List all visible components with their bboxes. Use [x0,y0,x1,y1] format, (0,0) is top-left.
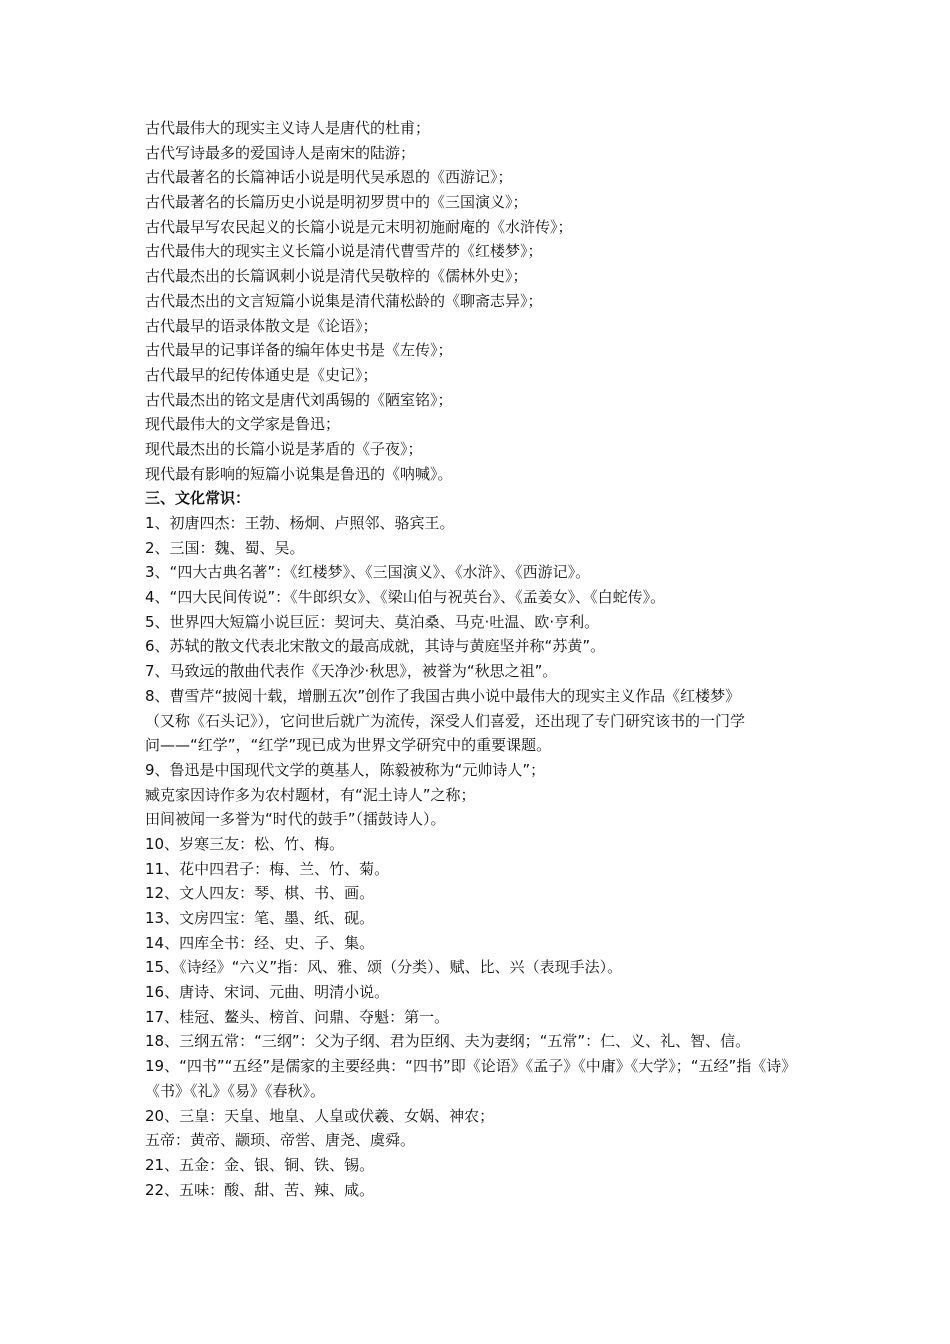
list-item: 16、唐诗、宋词、元曲、明清小说。 [145,983,390,1002]
list-item: 13、文房四宝：笔、墨、纸、砚。 [145,909,375,927]
list-item: 6、苏轼的散文代表北宋散文的最高成就，其诗与黄庭坚并称“苏黄”。 [145,637,606,656]
list-item: 22、五味：酸、甜、苦、辣、咸。 [145,1180,375,1199]
list-item: 17、桂冠、鳌头、榜首、问鼎、夺魁：第一。 [145,1007,450,1026]
text-line: 古代最伟大的现实主义诗人是唐代的杜甫； [145,119,431,137]
list-item: 7、马致远的散曲代表作《天净沙·秋思》，被誉为“秋思之祖”。 [145,662,558,681]
text-line: 现代最伟大的文学家是鲁迅； [145,415,341,434]
list-item: 18、三纲五常：“三纲”：父为子纲、君为臣纲、夫为妻纲；“五常”：仁、义、礼、智、信。 [145,1032,751,1051]
text-line: 现代最杰出的长篇小说是茅盾的《子夜》； [145,439,423,458]
list-item: 田间被闻一多誉为“时代的鼓手”（擂鼓诗人）。 [145,810,446,829]
text-line: 古代最著名的长篇历史小说是明初罗贯中的《三国演义》； [145,193,528,212]
list-item: 五帝：黄帝、颛顼、帝喾、唐尧、虞舜。 [145,1131,416,1150]
text-line: 古代最早的语录体散文是《论语》； [145,316,378,335]
text-line: 古代最早的记事详备的编年体史书是《左传》； [145,341,453,360]
text-line: 古代最杰出的铭文是唐代刘禹锡的《陋室铭》； [145,390,453,409]
list-item: 2、三国：魏、蜀、吴。 [145,538,305,557]
list-item: 21、五金：金、银、铜、铁、锡。 [145,1155,375,1174]
list-item: 3、“四大古典名著”：《红楼梦》、《三国演义》、《水浒》、《西游记》。 [145,563,591,582]
list-item: 14、四库全书：经、史、子、集。 [145,933,375,952]
text-line: 古代最早的纪传体通史是《史记》； [145,365,378,384]
text-line: 古代最伟大的现实主义长篇小说是清代曹雪芹的《红楼梦》； [145,242,543,261]
text-line: 古代写诗最多的爱国诗人是南宋的陆游； [145,143,416,162]
text-line: 古代最杰出的长篇讽刺小说是清代吴敬梓的《儒林外史》； [145,267,528,286]
list-item-8-line-3: 问——“红学”，“红学”现已成为世界文学研究中的重要课题。 [145,736,552,755]
list-item: 11、花中四君子：梅、兰、竹、菊。 [145,859,390,878]
text-line: 古代最杰出的文言短篇小说集是清代蒲松龄的《聊斋志异》； [145,291,543,310]
text-line: 古代最早写农民起义的长篇小说是元末明初施耐庵的《水浒传》； [145,217,573,236]
list-item: 15、《诗经》“六义”指：风、雅、颂（分类）、赋、比、兴（表现手法）。 [145,958,623,977]
list-item: 5、世界四大短篇小说巨匠：契诃夫、莫泊桑、马克·吐温、欧·亨利。 [145,612,600,631]
list-item-8-line-2: （又称《石头记》），它问世后就广为流传，深受人们喜爱，还出现了专门研究该书的一门学 [145,711,746,730]
document-body [145,116,825,1202]
text-line: 现代最有影响的短篇小说集是鲁迅的《呐喊》。 [145,464,453,483]
list-item: 19、“四书”“五经”是儒家的主要经典：“四书”即《论语》《孟子》《中庸》《大学》；“五经”指《诗》 [145,1057,797,1076]
list-item: 1、初唐四杰：王勃、杨炯、卢照邻、骆宾王。 [145,514,455,532]
list-item: 20、三皇：天皇、地皇、人皇或伏羲、女娲、神农； [145,1106,495,1125]
text-line: 古代最著名的长篇神话小说是明代吴承恩的《西游记》； [145,168,513,187]
section-heading: 三、文化常识： [145,489,251,508]
list-item-8-line-1: 8、曹雪芹“披阅十载，增删五次”创作了我国古典小说中最伟大的现实主义作品《红楼梦》 [145,686,741,705]
list-item: 臧克家因诗作多为农村题材，有“泥土诗人”之称； [145,785,476,804]
list-item: 12、文人四友：琴、棋、书、画。 [145,884,375,903]
list-item: 4、“四大民间传说”：《牛郎织女》、《梁山伯与祝英台》、《孟姜女》、《白蛇传》。 [145,588,666,607]
list-item: 9、鲁迅是中国现代文学的奠基人，陈毅被称为“元帅诗人”； [145,760,546,779]
list-item: 10、岁寒三友：松、竹、梅。 [145,834,345,853]
list-item: 《书》《礼》《易》《春秋》。 [145,1081,326,1100]
